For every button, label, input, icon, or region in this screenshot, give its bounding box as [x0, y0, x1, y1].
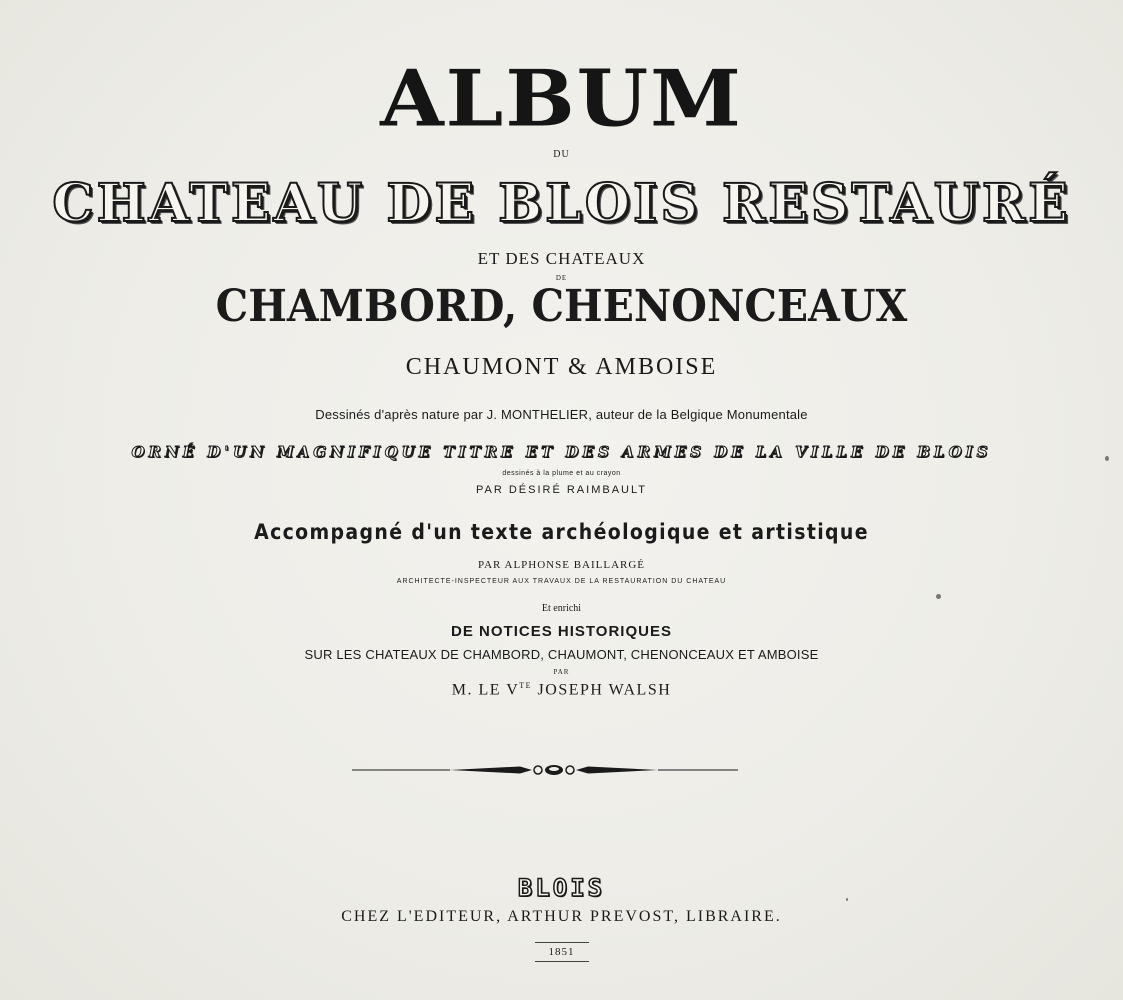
architecte-inspecteur-line: ARCHITECTE-INSPECTEUR AUX TRAVAUX DE LA RESTAURATION DU CHATEAU: [396, 578, 727, 585]
dessines-line: Dessinés d'après nature par J. MONTHELIER, auteur de la Belgique Monumentale: [315, 407, 808, 422]
city-blois: BLOIS: [517, 874, 606, 902]
sur-les-chateaux-line: SUR LES CHATEAUX DE CHAMBORD, CHAUMONT, CHENONCEAUX ET AMBOISE: [304, 647, 819, 662]
accompagne-line: Accompagné d'un texte archéologique et artistique: [254, 520, 869, 544]
par-word: PAR: [553, 668, 570, 676]
paper-speck: [936, 594, 941, 599]
par-alphonse-baillarge-line: PAR ALPHONSE BAILLARGÉ: [477, 559, 646, 571]
notices-historiques-line: DE NOTICES HISTORIQUES: [451, 623, 672, 640]
orne-line: ORNÉ D'UN MAGNIFIQUE TITRE ET DES ARMES DE LA VILLE DE BLOIS: [131, 443, 992, 461]
publisher-line: CHEZ L'EDITEUR, ARTHUR PREVOST, LIBRAIRE.: [341, 908, 782, 925]
dessines-plume-line: dessinés à la plume et au crayon: [502, 470, 621, 477]
paper-speck: [1105, 456, 1109, 461]
chaumont-amboise-line: CHAUMONT & AMBOISE: [405, 354, 718, 380]
chambord-chenonceaux-heading: CHAMBORD, CHENONCEAUX: [215, 281, 908, 332]
album-heading: ALBUM: [380, 53, 743, 145]
walsh-name: JOSEPH WALSH: [532, 681, 672, 699]
joseph-walsh-line: [0, 682, 1123, 698]
year-block: [0, 942, 1123, 962]
et-des-chateaux-line: ET DES CHATEAUX: [477, 249, 646, 268]
chateau-de-blois-heading: CHATEAU DE BLOIS RESTAURÉ: [52, 173, 1071, 234]
decorative-rule-ornament-icon: [350, 757, 740, 783]
walsh-prefix: M. LE V: [451, 681, 520, 699]
publication-year: 1851: [535, 942, 589, 962]
par-desire-raimbault-line: PAR DÉSIRÉ RAIMBAULT: [475, 484, 647, 496]
paper-speck: [846, 898, 848, 901]
et-enrichi-line: Et enrichi: [541, 603, 582, 614]
de-word: DE: [555, 274, 568, 282]
walsh-superscript: TE: [519, 681, 533, 690]
du-word: DU: [553, 149, 570, 160]
